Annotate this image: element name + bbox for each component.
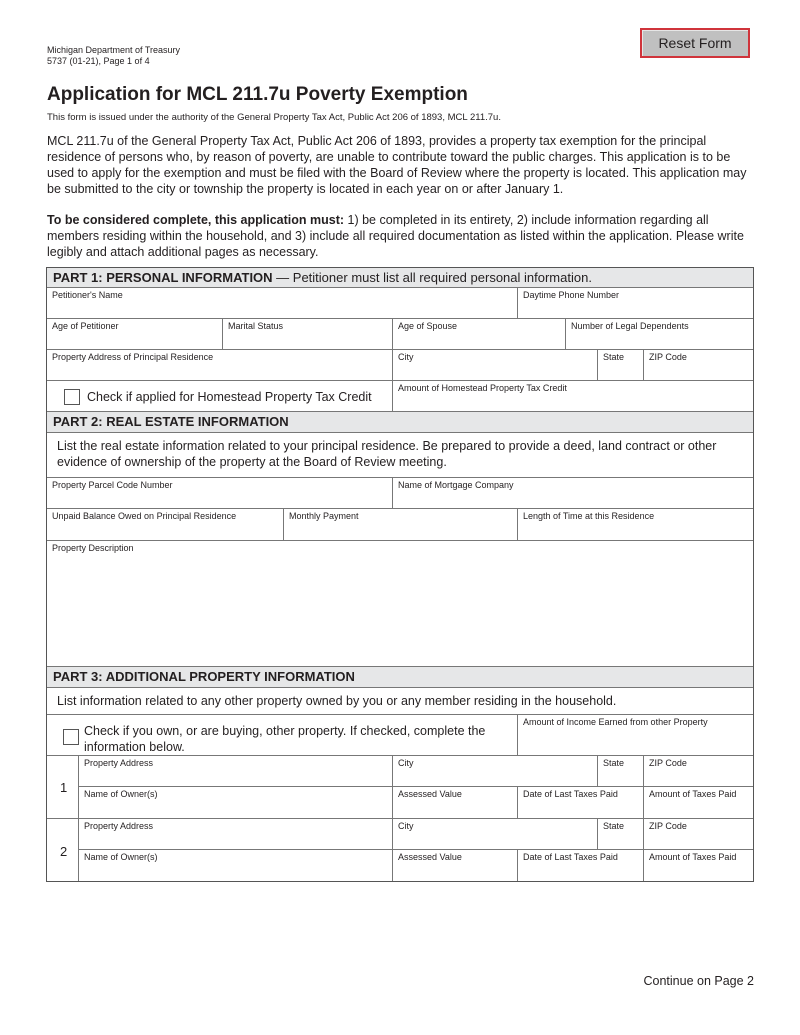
intro-text: MCL 211.7u of the General Property Tax Act, Public Act 206 of 1893, provides a property tax exemption for the principal residence of persons who, by reason of poverty, are unable to contribute toward the public charges. This application is to be used to apply for the exemption and must be filed with the Board of Review where the property is located. This application may be submitted to the city or township the property is located in each year on or after January 1. bbox=[47, 134, 747, 196]
page-title: Application for MCL 211.7u Poverty Exemption bbox=[47, 84, 468, 105]
state-field[interactable]: State bbox=[598, 819, 644, 850]
authority-text: This form is issued under the authority of the General Property Tax Act, Public Act 206 of 1893, MCL 211.7u. bbox=[47, 112, 501, 123]
address-field[interactable]: Property Address of Principal Residence bbox=[47, 350, 393, 381]
reset-form-button[interactable]: Reset Form bbox=[640, 28, 750, 58]
state-field[interactable]: State bbox=[598, 756, 644, 787]
other-income-field[interactable]: Amount of Income Earned from other Property bbox=[518, 715, 753, 756]
spouse-age-field[interactable]: Age of Spouse bbox=[393, 319, 566, 350]
row-number: 2 bbox=[60, 844, 68, 859]
phone-field[interactable]: Daytime Phone Number bbox=[518, 288, 753, 319]
part2-instructions: List the real estate information related to your principal residence. Be prepared to provide a deed, land contract or other evidence of ownership of the property at the Board of Review meeting. bbox=[47, 433, 753, 478]
taxes-amount-field[interactable]: Amount of Taxes Paid bbox=[644, 787, 753, 819]
row-number: 1 bbox=[60, 780, 68, 795]
zip-field[interactable]: ZIP Code bbox=[644, 756, 753, 787]
parcel-field[interactable]: Property Parcel Code Number bbox=[47, 478, 393, 509]
last-taxes-date-field[interactable]: Date of Last Taxes Paid bbox=[518, 850, 644, 881]
age-field[interactable]: Age of Petitioner bbox=[47, 319, 223, 350]
part1-subtitle: — Petitioner must list all required personal information. bbox=[272, 270, 592, 285]
zip-field[interactable]: ZIP Code bbox=[644, 819, 753, 850]
homestead-amount-field[interactable]: Amount of Homestead Property Tax Credit bbox=[393, 381, 753, 412]
assessed-value-field[interactable]: Assessed Value bbox=[393, 850, 518, 881]
assessed-value-field[interactable]: Assessed Value bbox=[393, 787, 518, 819]
part1-title: PART 1: PERSONAL INFORMATION bbox=[53, 270, 273, 285]
taxes-amount-field[interactable]: Amount of Taxes Paid bbox=[649, 852, 737, 862]
part3-header bbox=[47, 667, 753, 688]
property-address-field[interactable]: Property Address bbox=[79, 756, 393, 787]
completeness-bold: To be considered complete, this application must: bbox=[47, 213, 345, 227]
homestead-checkbox[interactable] bbox=[64, 389, 80, 405]
owner-name-field[interactable]: Name of Owner(s) bbox=[79, 850, 393, 881]
last-taxes-date-field[interactable]: Date of Last Taxes Paid bbox=[518, 787, 644, 819]
part1-header bbox=[47, 268, 753, 288]
part3-title: PART 3: ADDITIONAL PROPERTY INFORMATION bbox=[53, 669, 355, 684]
dependents-field[interactable]: Number of Legal Dependents bbox=[566, 319, 753, 350]
state-field[interactable]: State bbox=[598, 350, 644, 381]
residence-length-field[interactable]: Length of Time at this Residence bbox=[518, 509, 753, 541]
completeness-text bbox=[47, 212, 755, 260]
part2-title: PART 2: REAL ESTATE INFORMATION bbox=[53, 414, 289, 429]
completeness-rest: 1) be completed in its entirety, 2) include information regarding all members residing within the household, and 3) include all required documentation as listed within the application. Please write legibly and attach additional pages as necessary. bbox=[47, 213, 744, 259]
homestead-check-label: Check if applied for Homestead Property Tax Credit bbox=[87, 390, 372, 404]
property-description-field[interactable]: Property Description bbox=[47, 541, 753, 667]
application-form bbox=[46, 267, 754, 882]
part2-header bbox=[47, 412, 753, 433]
department: Michigan Department of Treasury bbox=[47, 45, 181, 55]
city-field[interactable]: City bbox=[393, 350, 598, 381]
monthly-payment-field[interactable]: Monthly Payment bbox=[284, 509, 518, 541]
form-id: 5737 (01-21), Page 1 of 4 bbox=[47, 56, 150, 66]
city-field[interactable]: City bbox=[393, 756, 598, 787]
other-property-checkbox[interactable] bbox=[63, 729, 79, 745]
city-field[interactable]: City bbox=[393, 819, 598, 850]
marital-status-field[interactable]: Marital Status bbox=[223, 319, 393, 350]
mortgage-field[interactable]: Name of Mortgage Company bbox=[393, 478, 753, 509]
zip-field[interactable]: ZIP Code bbox=[644, 350, 753, 381]
petitioner-name-field[interactable]: Petitioner's Name bbox=[47, 288, 518, 319]
property-address-field[interactable]: Property Address bbox=[79, 819, 393, 850]
continue-note: Continue on Page 2 bbox=[643, 974, 754, 988]
part3-instructions: List information related to any other property owned by you or any member residing in the household. bbox=[47, 688, 753, 715]
other-property-check-label: Check if you own, or are buying, other property. If checked, complete the information below. bbox=[84, 724, 486, 754]
balance-field[interactable]: Unpaid Balance Owed on Principal Residence bbox=[47, 509, 284, 541]
owner-name-field[interactable]: Name of Owner(s) bbox=[79, 787, 393, 819]
